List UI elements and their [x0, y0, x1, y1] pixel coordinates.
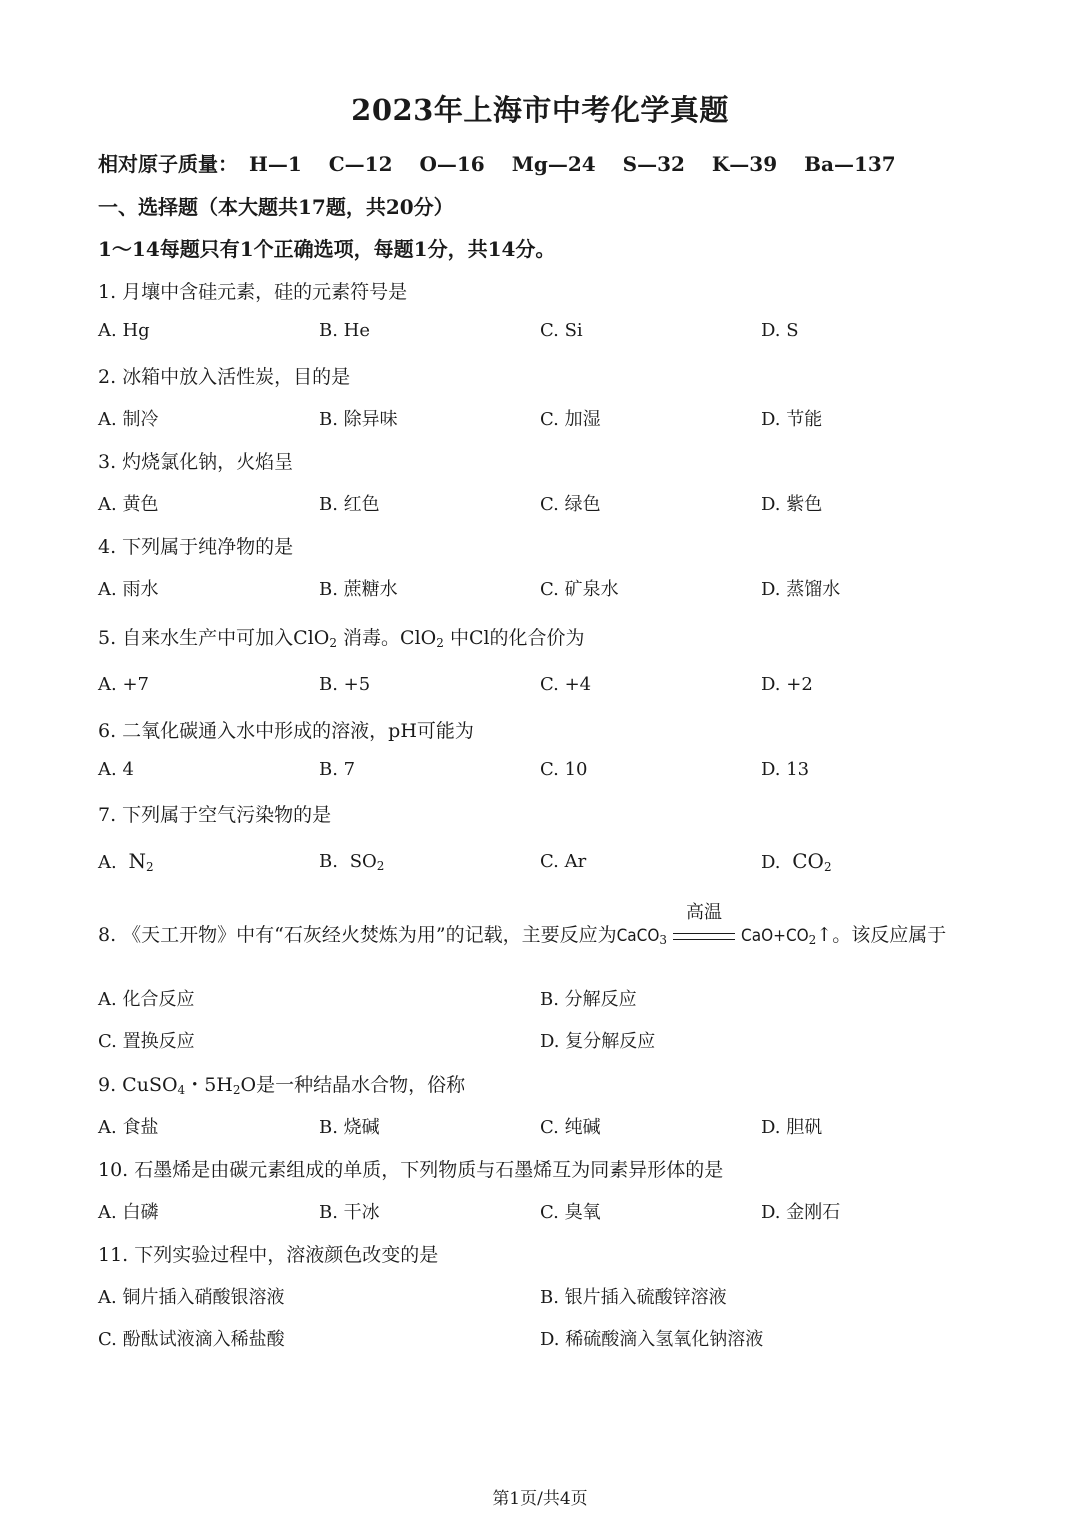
question-4-option-c: C. 矿泉水	[540, 579, 619, 600]
question-6-option-c: C. 10	[540, 759, 588, 780]
subscript: 2	[823, 860, 832, 874]
atomic-mass-line	[98, 148, 916, 177]
option-label: A.	[98, 852, 117, 873]
subscript: 3	[659, 933, 668, 947]
question-2-option-a: A. 制冷	[98, 409, 159, 430]
question-9-stem-mid: ・5H	[185, 1074, 233, 1096]
subscript: 2	[232, 1083, 241, 1097]
question-7-option-d	[761, 849, 832, 873]
question-8-option-d: D. 复分解反应	[540, 1031, 656, 1052]
atomic-mass-k: K—39	[711, 152, 778, 176]
question-1-option-a: A. Hg	[98, 320, 150, 341]
question-9-stem-prefix: 9. CuSO	[98, 1074, 178, 1096]
subscript: 2	[808, 933, 817, 947]
question-5-stem-mid: 消毒。ClO	[343, 627, 437, 649]
question-10-option-a: A. 白磷	[98, 1202, 159, 1223]
question-4-option-a: A. 雨水	[98, 579, 159, 600]
question-1-option-b: B. He	[319, 320, 371, 341]
atomic-mass-h: H—1	[248, 152, 302, 176]
gas-arrow: ↑	[816, 924, 833, 946]
question-7-option-c: C. Ar	[540, 851, 587, 872]
question-8-stem-prefix: 8. 《天工开物》中有“石灰经火焚炼为用”的记载，主要反应为	[98, 924, 617, 946]
subscript: 2	[436, 636, 444, 650]
atomic-mass-mg: Mg—24	[511, 152, 596, 176]
question-8-option-c: C. 置换反应	[98, 1031, 195, 1052]
question-3-option-a: A. 黄色	[98, 494, 159, 515]
question-6-stem: 6. 二氧化碳通入水中形成的溶液，pH可能为	[98, 720, 474, 742]
question-10-option-b: B. 干冰	[319, 1202, 380, 1223]
question-2-option-d: D. 节能	[761, 409, 823, 430]
question-2-stem: 2. 冰箱中放入活性炭，目的是	[98, 366, 351, 388]
question-4-stem: 4. 下列属于纯净物的是	[98, 536, 294, 558]
question-2-option-c: C. 加湿	[540, 409, 601, 430]
question-8-option-b: B. 分解反应	[540, 989, 637, 1010]
question-3-option-d: D. 紫色	[761, 494, 823, 515]
question-11-option-b: B. 银片插入硫酸锌溶液	[540, 1287, 727, 1308]
question-7-option-b	[319, 851, 384, 872]
question-10-option-c: C. 臭氧	[540, 1202, 601, 1223]
question-10-option-d: D. 金刚石	[761, 1202, 841, 1223]
question-11-option-c: C. 酚酞试液滴入稀盐酸	[98, 1329, 285, 1350]
question-4-option-b: B. 蔗糖水	[319, 579, 398, 600]
subscript: 4	[177, 1083, 186, 1097]
question-1-stem: 1. 月壤中含硅元素，硅的元素符号是	[98, 281, 408, 303]
option-label: D.	[761, 852, 781, 873]
question-1-option-d: D. S	[761, 320, 799, 341]
question-7-stem: 7. 下列属于空气污染物的是	[98, 804, 332, 826]
atomic-mass-s: S—32	[622, 152, 685, 176]
question-11-option-d: D. 稀硫酸滴入氢氧化钠溶液	[540, 1329, 764, 1350]
formula: CO	[792, 849, 824, 873]
question-5-stem-prefix: 5. 自来水生产中可加入ClO	[98, 627, 330, 649]
atomic-mass-ba: Ba—137	[804, 152, 896, 176]
question-5-stem	[98, 623, 585, 650]
formula: SO	[349, 851, 377, 872]
question-6-option-d: D. 13	[761, 759, 810, 780]
question-11-option-a: A. 铜片插入硝酸银溶液	[98, 1287, 285, 1308]
question-5-option-a: A. +7	[98, 674, 149, 695]
atomic-mass-o: O—16	[419, 152, 485, 176]
question-9-stem-suffix: O是一种结晶水合物，俗称	[240, 1074, 466, 1096]
atomic-mass-label: 相对原子质量：	[98, 152, 238, 176]
question-9-option-b: B. 烧碱	[319, 1117, 380, 1138]
products: CaO+CO	[741, 926, 809, 946]
atomic-mass-c: C—12	[328, 152, 393, 176]
question-1-option-c: C. Si	[540, 320, 583, 341]
question-9-option-c: C. 纯碱	[540, 1117, 601, 1138]
question-9-option-a: A. 食盐	[98, 1117, 159, 1138]
subscript: 2	[145, 860, 154, 874]
formula: N	[128, 849, 146, 873]
section-heading: 一、选择题（本大题共17题，共20分）	[98, 195, 454, 219]
question-4-option-d: D. 蒸馏水	[761, 579, 841, 600]
reaction-condition	[667, 902, 741, 946]
question-8-option-a: A. 化合反应	[98, 989, 195, 1010]
question-3-stem: 3. 灼烧氯化钠，火焰呈	[98, 451, 294, 473]
condition-label: 高温	[686, 902, 723, 923]
question-9-stem	[98, 1070, 465, 1097]
section-note: 1～14每题只有1个正确选项，每题1分，共14分。	[98, 237, 556, 261]
question-8-stem-suffix: 。该反应属于	[832, 924, 947, 946]
question-9-option-d: D. 胆矾	[761, 1117, 823, 1138]
reactant: CaCO	[616, 926, 660, 946]
question-10-stem: 10. 石墨烯是由碳元素组成的单质，下列物质与石墨烯互为同素异形体的是	[98, 1159, 724, 1181]
question-2-option-b: B. 除异味	[319, 409, 398, 430]
question-5-stem-suffix: 中Cl的化合价为	[449, 627, 585, 649]
double-line	[673, 933, 735, 940]
question-6-option-b: B. 7	[319, 759, 356, 780]
question-5-option-b: B. +5	[319, 674, 371, 695]
subscript: 2	[376, 859, 385, 873]
subscript: 2	[329, 636, 337, 650]
question-6-option-a: A. 4	[98, 759, 134, 780]
question-5-option-c: C. +4	[540, 674, 592, 695]
question-3-option-b: B. 红色	[319, 494, 380, 515]
page-footer: 第1页/共4页	[492, 1489, 588, 1509]
question-3-option-c: C. 绿色	[540, 494, 601, 515]
question-8-stem	[98, 902, 947, 947]
option-label: B.	[319, 851, 338, 872]
question-7-option-a	[98, 849, 154, 873]
question-5-option-d: D. +2	[761, 674, 813, 695]
question-11-stem: 11. 下列实验过程中，溶液颜色改变的是	[98, 1244, 439, 1266]
page-title: 2023年上海市中考化学真题	[351, 93, 729, 127]
